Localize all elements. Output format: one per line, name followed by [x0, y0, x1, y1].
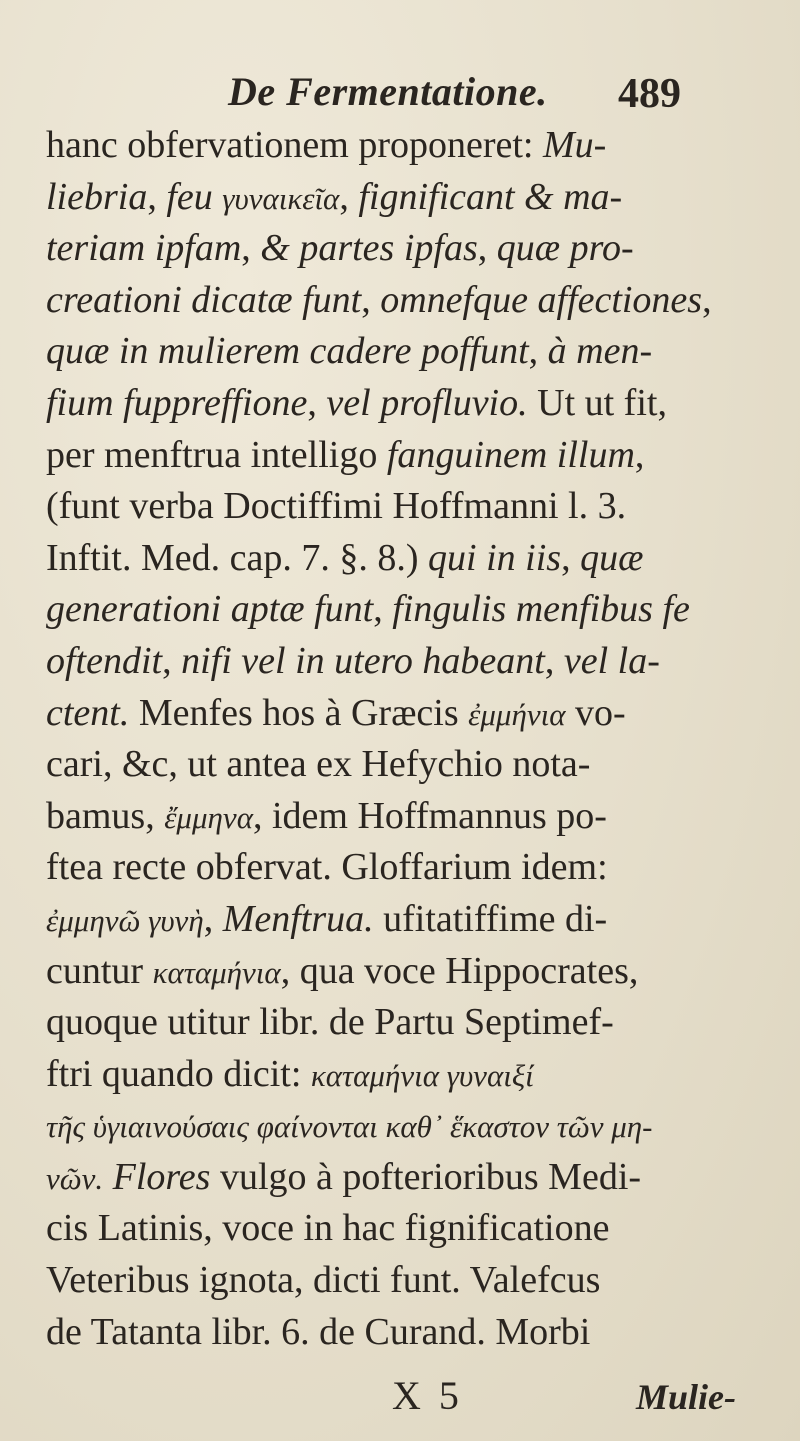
text-line — [46, 584, 776, 636]
roman-text: cari, &c, ut antea ex Hefychio nota- — [46, 743, 591, 786]
greek-text: τῆς ὑγιαινούσαις φαίνονται καθ᾽ ἕκαστον τῶν μη- — [46, 1109, 653, 1145]
roman-text: ftea recte obfervat. Gloffarium idem: — [46, 846, 608, 889]
text-line — [46, 636, 776, 688]
text-line — [46, 739, 776, 791]
italic-text: oftendit — [46, 639, 163, 682]
roman-text: , — [339, 175, 359, 218]
roman-text: , — [147, 175, 167, 218]
text-line — [46, 1152, 776, 1204]
text-line — [46, 946, 776, 998]
roman-text: Inftit. Med. cap. 7. §. 8.) — [46, 536, 429, 579]
text-line — [46, 894, 776, 946]
roman-text: , — [702, 278, 712, 321]
roman-text: , — [561, 536, 581, 579]
italic-text: fignificant & ma- — [358, 175, 623, 218]
roman-text: , qua voce Hippocrates, — [280, 949, 639, 992]
roman-text — [103, 1156, 113, 1198]
roman-text: quoque utitur libr. de Partu Septimef- — [46, 1001, 614, 1044]
text-line — [46, 1049, 776, 1101]
italic-text: creationi dicatæ funt — [46, 278, 362, 321]
greek-text: νῶν. — [46, 1160, 104, 1196]
roman-text: , — [203, 897, 223, 940]
text-line — [46, 1307, 776, 1359]
running-title: De Fermentatione. — [228, 69, 548, 114]
italic-text: Menftrua. — [222, 897, 374, 940]
roman-text: ufitatiffime di- — [373, 897, 608, 940]
text-line — [46, 430, 776, 482]
running-head — [0, 60, 800, 122]
roman-text: (funt verba Doctiffimi Hoffmanni l. 3. — [46, 485, 627, 528]
italic-text: vel profluvio. — [326, 381, 528, 424]
text-line — [46, 1100, 776, 1152]
italic-text: Mu- — [542, 124, 607, 166]
catchword: Mulie- — [636, 1377, 737, 1417]
text-line — [46, 1255, 776, 1307]
italic-text: qui in iis — [428, 536, 562, 579]
roman-text: , — [634, 433, 645, 476]
text-line — [46, 120, 776, 172]
greek-text: καταμήνια γυναιξί — [310, 1057, 534, 1093]
italic-text: generationi aptæ funt — [46, 588, 374, 631]
text-line — [46, 378, 776, 430]
greek-text: γυναικεῖα — [222, 180, 340, 216]
roman-text: Ut ut fit, — [527, 381, 667, 424]
text-line — [46, 533, 776, 585]
greek-text: ἔμμηνα — [164, 799, 253, 835]
text-line — [46, 688, 776, 740]
italic-text: vel la- — [563, 639, 660, 682]
roman-text: , — [477, 227, 497, 270]
greek-text: ἐμμηνῶ γυνὴ — [46, 902, 204, 938]
italic-text: à men- — [547, 330, 653, 373]
roman-text: , — [544, 639, 564, 682]
roman-text: Veteribus ignota, dicti funt. Valefcus — [46, 1259, 601, 1302]
roman-text: , — [162, 639, 182, 682]
italic-text: ctent. — [46, 691, 130, 734]
italic-text: liebria — [46, 175, 148, 218]
roman-text: cis Latinis, voce in hac fignificatione — [46, 1207, 610, 1250]
roman-text: bamus, — [46, 794, 165, 837]
text-line — [46, 1203, 776, 1255]
italic-text: quæ in mulierem cadere poffunt — [46, 330, 529, 373]
text-line — [46, 842, 776, 894]
roman-text: , idem Hoffmannus po- — [252, 794, 607, 837]
roman-text: , — [307, 381, 327, 424]
roman-text: vo- — [565, 691, 626, 734]
roman-text: hanc obfervationem proponeret: — [46, 124, 543, 166]
italic-text: fanguinem illum — [386, 433, 635, 476]
italic-text: fium fuppreffione — [46, 381, 308, 424]
roman-text: cuntur — [46, 949, 153, 992]
roman-text: ftri quando dicit: — [46, 1052, 311, 1095]
italic-text: quæ pro- — [496, 227, 634, 270]
italic-text: fingulis menfibus fe — [392, 588, 690, 631]
italic-text: feu — [166, 175, 223, 218]
roman-text: , — [361, 278, 381, 321]
italic-text: omnefque affectiones — [380, 278, 703, 321]
italic-text: quæ — [580, 536, 644, 579]
italic-text: nifi vel in utero habeant — [181, 639, 545, 682]
italic-text: teriam ipfam — [46, 227, 242, 270]
roman-text: vulgo à pofterioribus Medi- — [210, 1155, 642, 1198]
signature-mark: X 5 — [392, 1373, 463, 1418]
roman-text: , — [528, 330, 548, 373]
body-text — [46, 120, 776, 1358]
roman-text: de Tatanta libr. 6. de Curand. Morbi — [46, 1310, 591, 1353]
text-line — [46, 326, 776, 378]
greek-text: καταμήνια — [152, 954, 281, 990]
roman-text: , — [373, 588, 393, 631]
text-line — [46, 275, 776, 327]
text-line — [46, 791, 776, 843]
greek-text: ἐμμήνια — [468, 696, 566, 732]
text-line — [46, 481, 776, 533]
roman-text: , — [241, 227, 261, 270]
italic-text: Flores — [112, 1155, 211, 1198]
roman-text: per menftrua intelligo — [46, 433, 387, 476]
text-line — [46, 172, 776, 224]
text-line — [46, 223, 776, 275]
italic-text: & partes ipfas — [260, 227, 478, 270]
text-line — [46, 997, 776, 1049]
page-number: 489 — [618, 71, 681, 117]
page-footer — [0, 1372, 800, 1428]
roman-text: Menfes hos à Græcis — [129, 691, 469, 734]
